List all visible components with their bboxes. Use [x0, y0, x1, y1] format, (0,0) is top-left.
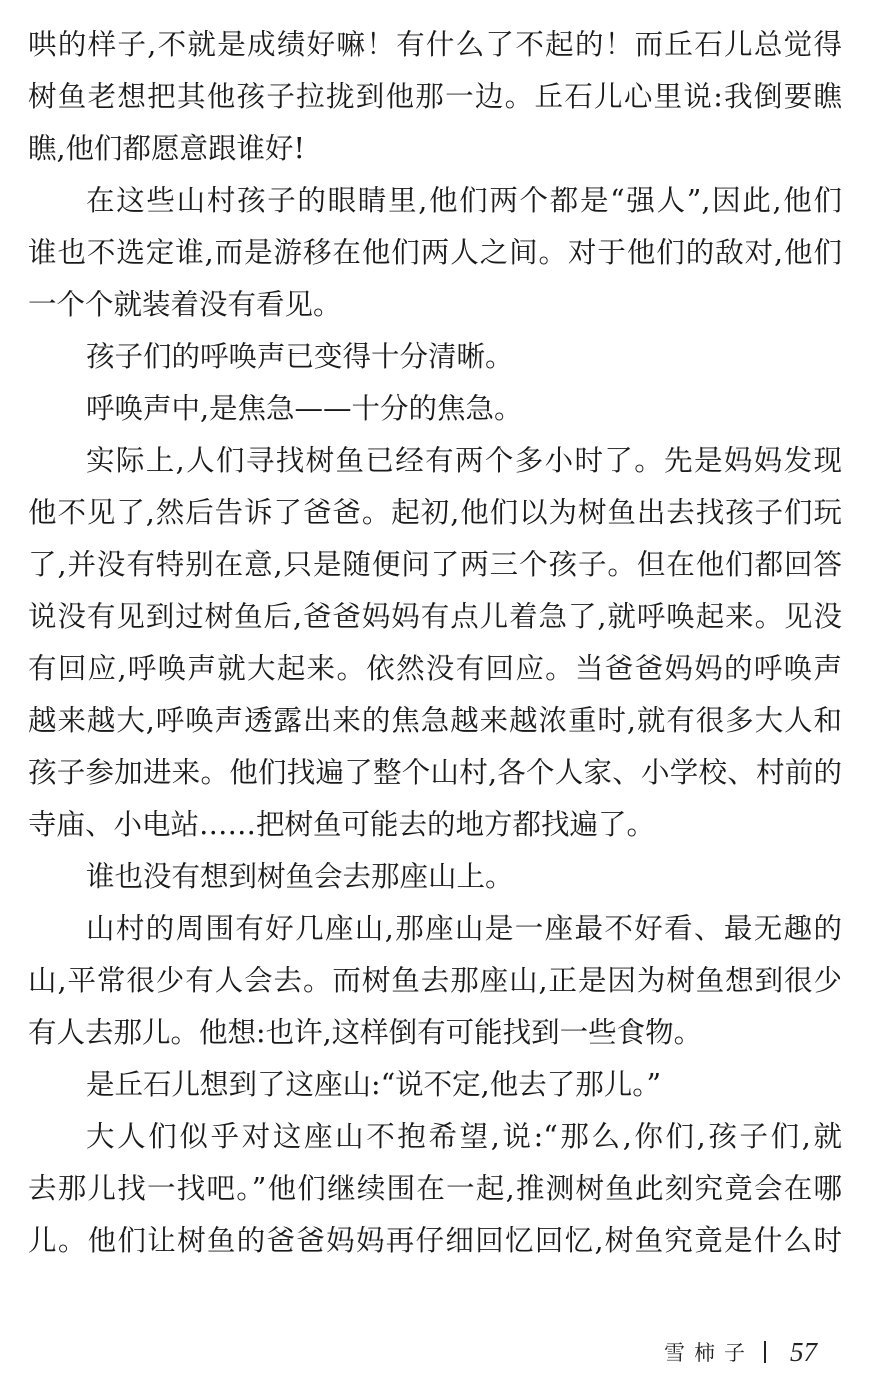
- footer-divider: [764, 1341, 766, 1363]
- text-line: 寺庙、小电站……把树鱼可能去的地方都找遍了。: [28, 808, 656, 841]
- text-line: 谁也不选定谁,而是游移在他们两人之间。对于他们的敌对,他们: [28, 236, 842, 269]
- text-line: 山,平常很少有人会去。而树鱼去那座山,正是因为树鱼想到很少: [28, 964, 842, 997]
- text-line: 瞧,他们都愿意跟谁好!: [28, 132, 306, 165]
- text-line: 一个个就装着没有看见。: [28, 288, 342, 321]
- text-line: 儿。他们让树鱼的爸爸妈妈再仔细回忆回忆,树鱼究竟是什么时: [28, 1224, 842, 1257]
- running-title: 雪柿子: [664, 1341, 754, 1365]
- text-line: 在这些山村孩子的眼睛里,他们两个都是“强人”,因此,他们: [86, 184, 842, 217]
- text-line: 实际上,人们寻找树鱼已经有两个多小时了。先是妈妈发现: [86, 444, 842, 477]
- page-number: 57: [790, 1336, 817, 1367]
- text-line: 去那儿找一找吧。”他们继续围在一起,推测树鱼此刻究竟会在哪: [28, 1172, 842, 1205]
- text-line: 有回应,呼唤声就大起来。依然没有回应。当爸爸妈妈的呼唤声: [28, 652, 842, 685]
- text-line: 说没有见到过树鱼后,爸爸妈妈有点儿着急了,就呼唤起来。见没: [28, 600, 842, 633]
- text-line: 孩子们的呼唤声已变得十分清晰。: [86, 340, 514, 373]
- text-line: 了,并没有特别在意,只是随便问了两三个孩子。但在他们都回答: [28, 548, 842, 581]
- text-line: 树鱼老想把其他孩子拉拢到他那一边。丘石儿心里说:我倒要瞧: [28, 80, 842, 113]
- text-line: 越来越大,呼唤声透露出来的焦急越来越浓重时,就有很多大人和: [28, 704, 842, 737]
- body-text: [28, 19, 842, 1267]
- text-line: 谁也没有想到树鱼会去那座山上。: [86, 860, 514, 893]
- text-line: 孩子参加进来。他们找遍了整个山村,各个人家、小学校、村前的: [28, 756, 842, 789]
- text-line: 山村的周围有好几座山,那座山是一座最不好看、最无趣的: [86, 912, 842, 945]
- text-line: 是丘石儿想到了这座山:“说不定,他去了那儿。”: [86, 1068, 662, 1101]
- text-line: 他不见了,然后告诉了爸爸。起初,他们以为树鱼出去找孩子们玩: [28, 496, 842, 529]
- text-line: 有人去那儿。他想:也许,这样倒有可能找到一些食物。: [28, 1016, 703, 1049]
- text-line: 大人们似乎对这座山不抱希望,说:“那么,你们,孩子们,就: [86, 1120, 842, 1153]
- text-line: 呼唤声中,是焦急——十分的焦急。: [86, 392, 523, 425]
- page-footer: [664, 1334, 817, 1370]
- text-line: 哄的样子,不就是成绩好嘛！有什么了不起的！而丘石儿总觉得: [28, 28, 842, 61]
